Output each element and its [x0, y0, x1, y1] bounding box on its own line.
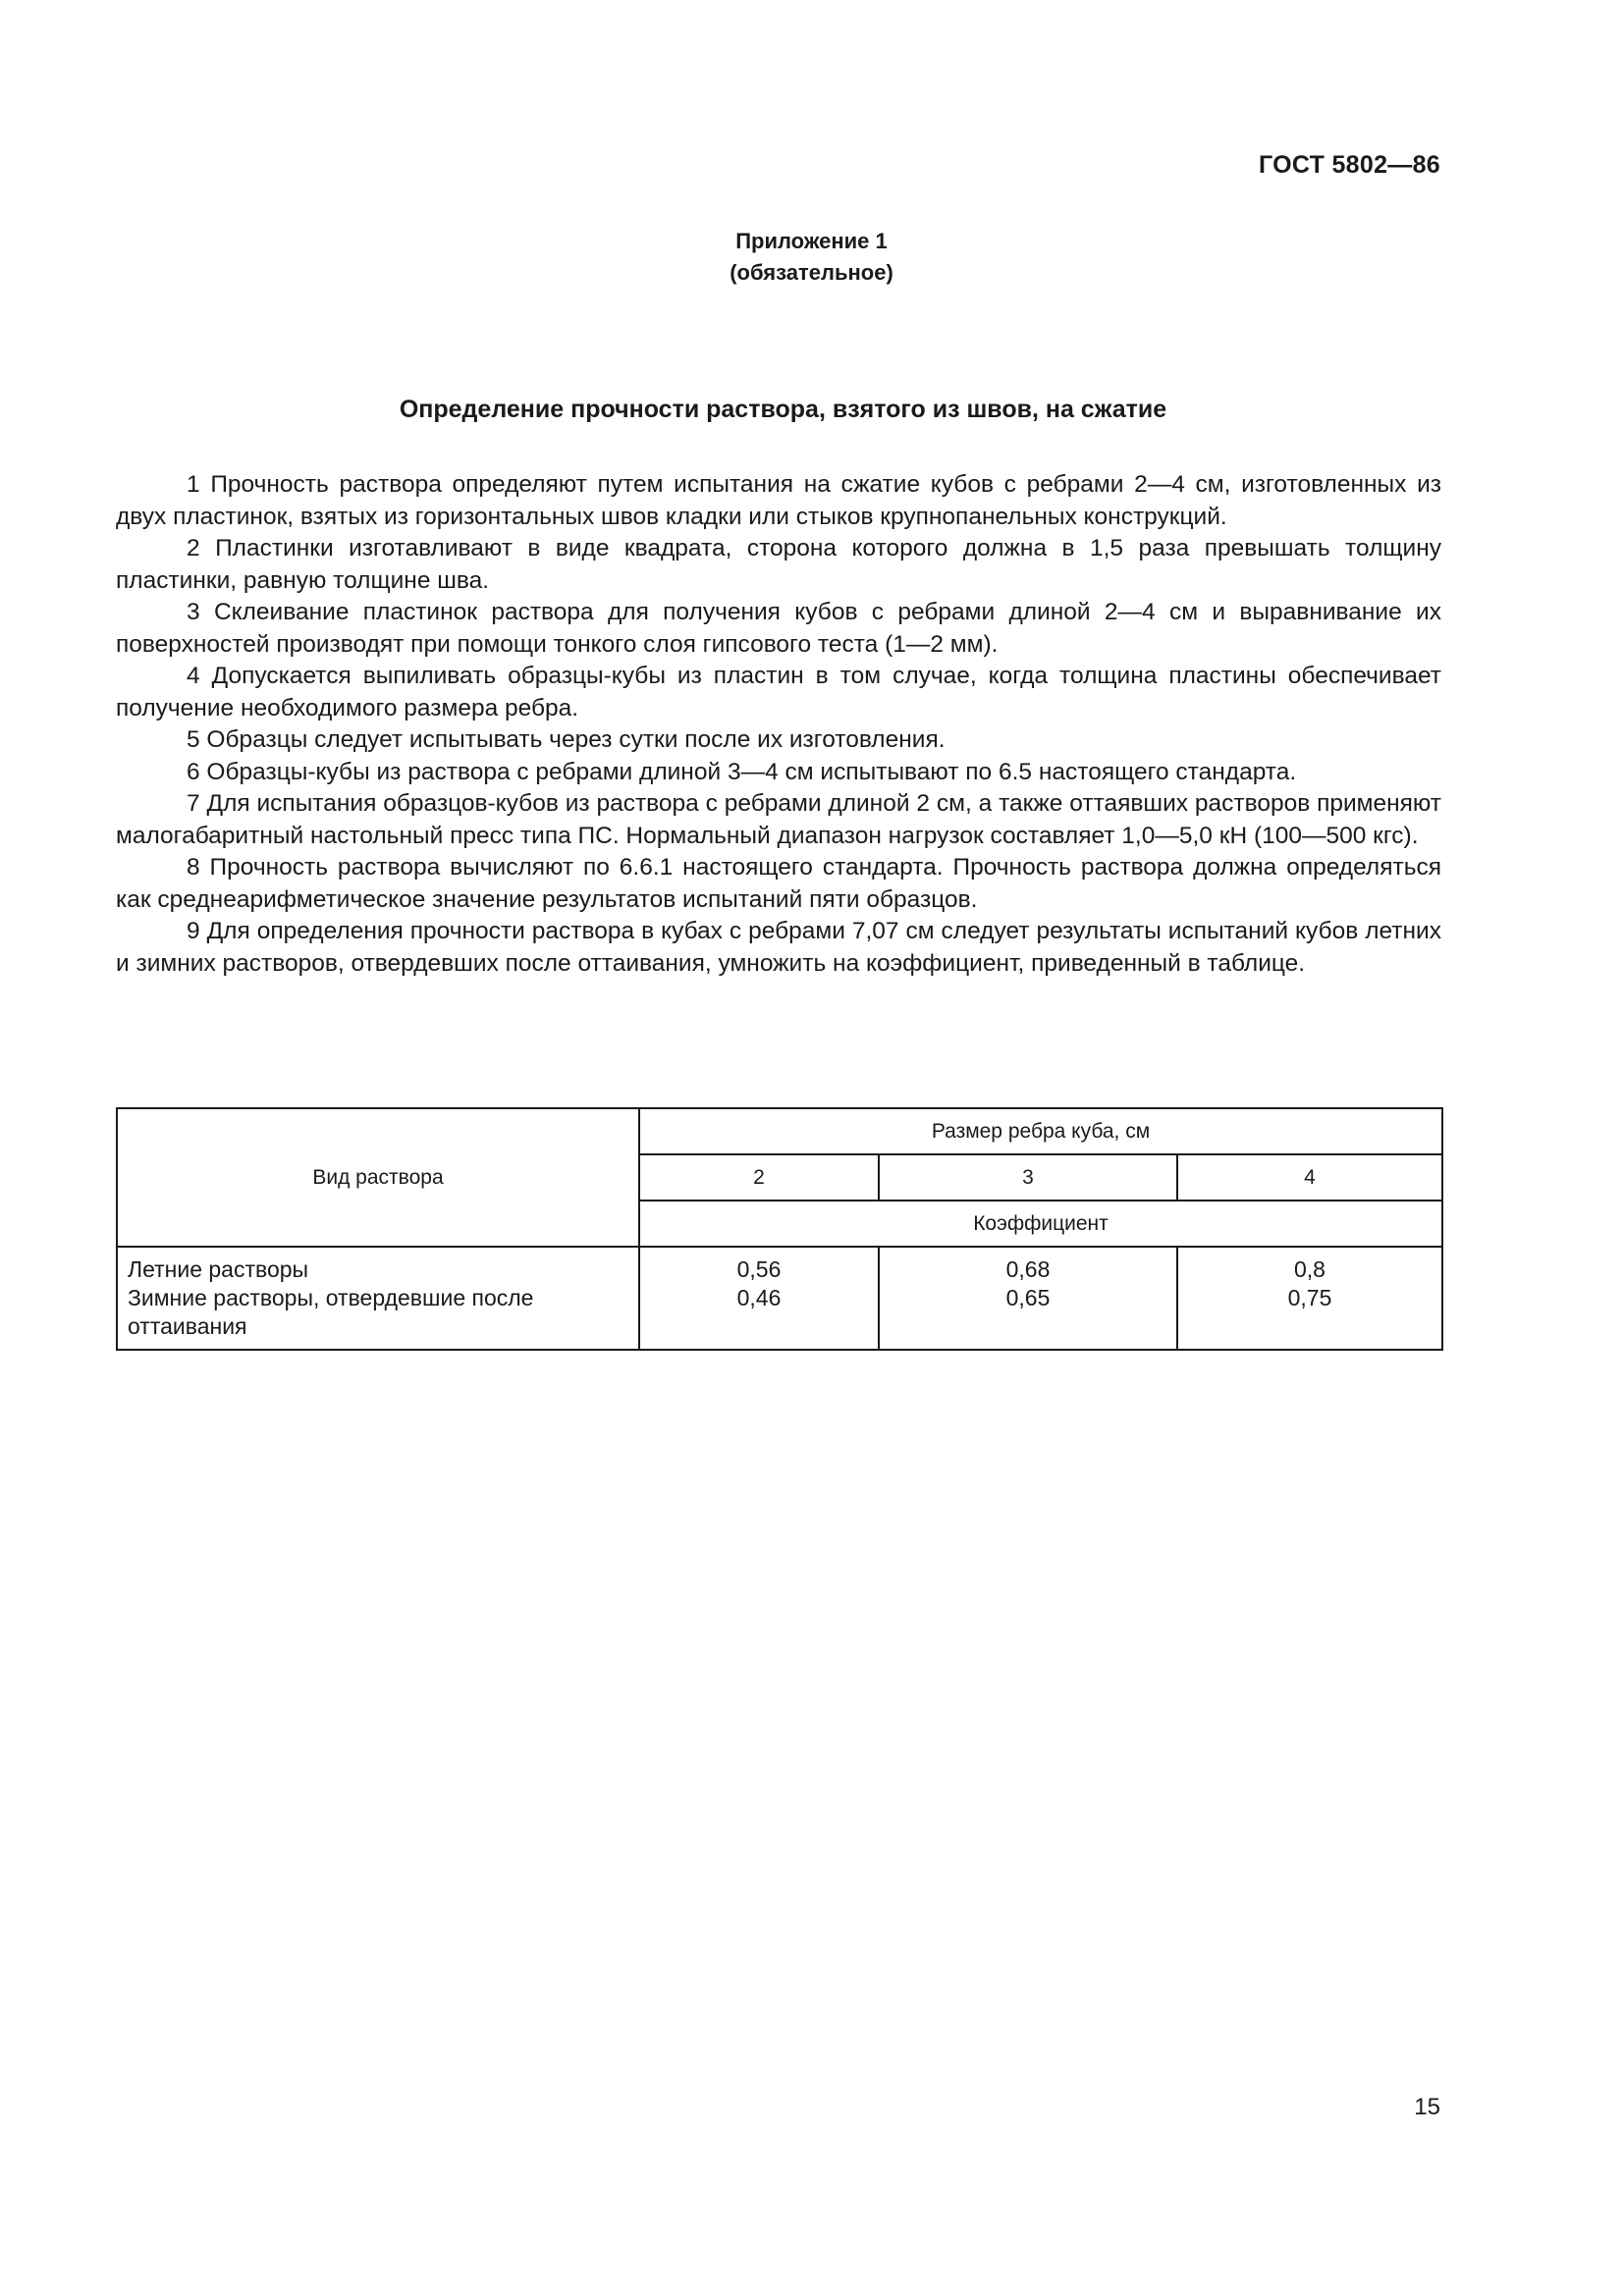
- value-winter-2: 0,46: [736, 1285, 782, 1310]
- paragraph-7: 7 Для испытания образцов-кубов из раствора с ребрами длиной 2 см, а также оттаявших растворов применяют малогабаритный настольный пресс типа ПС. Нормальный диапазон нагрузок составляет 1,0—5,0 кН (100—500 кгс).: [116, 790, 1441, 849]
- row-label-winter: Зимние растворы, отвердевшие после оттаивания: [128, 1285, 534, 1339]
- paragraph-5: 5 Образцы следует испытывать через сутки после их изготовления.: [187, 726, 946, 753]
- values-size-3: [879, 1247, 1177, 1350]
- table-row: [117, 1247, 1442, 1350]
- paragraph-6: 6 Образцы-кубы из раствора с ребрами длиной 3—4 см испытывают по 6.5 настоящего стандарта.: [187, 758, 1297, 785]
- table-header-row: [117, 1108, 1442, 1154]
- appendix-status: (обязательное): [730, 260, 893, 285]
- paragraph-4: 4 Допускается выпиливать образцы-кубы из пластин в том случае, когда толщина пластины обеспечивает получение необходимого размера ребра.: [116, 663, 1441, 721]
- paragraph-2: 2 Пластинки изготавливают в виде квадрата, сторона которого должна в 1,5 раза превышать толщину пластинки, равную толщине шва.: [116, 535, 1441, 594]
- paragraph-3: 3 Склеивание пластинок раствора для получения кубов с ребрами длиной 2—4 см и выравнивание их поверхностей производят при помощи тонкого слоя гипсового теста (1—2 мм).: [116, 599, 1441, 658]
- appendix-heading: [0, 226, 1623, 289]
- value-winter-4: 0,75: [1287, 1285, 1332, 1310]
- values-size-4: [1177, 1247, 1442, 1350]
- row-label-summer: Летние растворы: [128, 1256, 309, 1282]
- values-size-2: [639, 1247, 879, 1350]
- header-size-3: 3: [879, 1154, 1177, 1201]
- value-winter-3: 0,65: [1005, 1285, 1051, 1310]
- coefficient-table-container: [116, 1107, 1443, 1351]
- header-size-2: 2: [639, 1154, 879, 1201]
- header-vid-rastvora: Вид раствора: [117, 1108, 639, 1247]
- value-summer-2: 0,56: [736, 1256, 782, 1282]
- header-size: Размер ребра куба, см: [639, 1108, 1442, 1154]
- section-title: Определение прочности раствора, взятого из швов, на сжатие: [399, 396, 1167, 423]
- value-summer-4: 0,8: [1294, 1256, 1325, 1282]
- body-text: [116, 469, 1441, 980]
- paragraph-1: 1 Прочность раствора определяют путем испытания на сжатие кубов с ребрами 2—4 см, изготовленных из двух пластинок, взятых из горизонтальных швов кладки или стыков крупнопанельных конструкций.: [116, 471, 1441, 530]
- document-standard-number: ГОСТ 5802—86: [1259, 151, 1440, 179]
- row-labels: [117, 1247, 639, 1350]
- paragraph-8: 8 Прочность раствора вычисляют по 6.6.1 настоящего стандарта. Прочность раствора должна определяться как среднеарифметическое значение результатов испытаний пяти образцов.: [116, 854, 1441, 913]
- page-number: 15: [1414, 2094, 1440, 2120]
- header-coefficient: Коэффициент: [639, 1201, 1442, 1247]
- coefficient-table: [116, 1107, 1443, 1351]
- appendix-title: Приложение 1: [735, 229, 888, 253]
- header-size-4: 4: [1177, 1154, 1442, 1201]
- paragraph-9: 9 Для определения прочности раствора в кубах с ребрами 7,07 см следует результаты испытаний кубов летних и зимних растворов, отвердевших после оттаивания, умножить на коэффициент, приведенный в таблице.: [116, 918, 1441, 977]
- value-summer-3: 0,68: [1005, 1256, 1051, 1282]
